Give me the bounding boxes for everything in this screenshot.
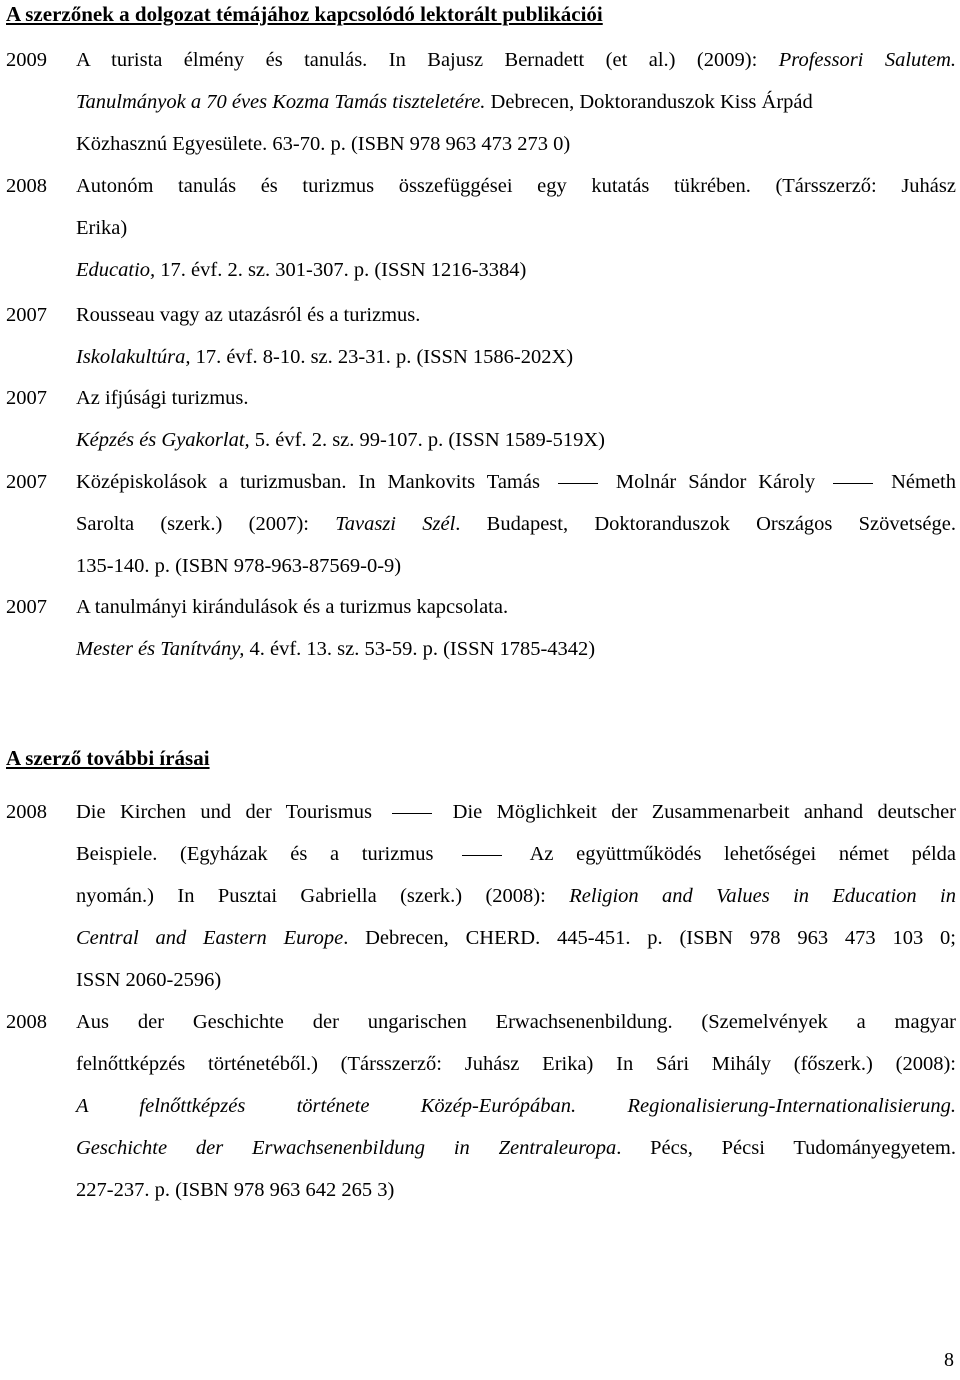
publication-text: A turista élmény és tanulás. In Bajusz Bernadett (et al.) (2009): Professori Salutem. Tanulmányok a 70 éves Kozma Tamás tiszteletére. Debrecen, Doktoranduszok Kiss Árpád Közhasznú Egyesülete. 63-70. p. (ISBN 978 963 473 273 0) bbox=[76, 49, 956, 155]
book-title: Professori Salutem. bbox=[778, 49, 956, 71]
publication-text: Rousseau vagy az utazásról és a turizmus. Iskolakultúra, 17. évf. 8-10. sz. 23-31. p. (ISSN 1586-202X) bbox=[76, 304, 574, 368]
journal-title: Educatio, bbox=[76, 259, 156, 281]
book-subtitle: Tanulmányok a 70 éves Kozma Tamás tiszteletére. bbox=[76, 91, 486, 113]
publication-entry bbox=[6, 165, 956, 291]
page-number: 8 bbox=[944, 1349, 954, 1371]
em-dash bbox=[558, 483, 598, 484]
publication-text: Az ifjúsági turizmus. Képzés és Gyakorlat, 5. évf. 2. sz. 99-107. p. (ISSN 1589-519X) bbox=[76, 387, 605, 451]
book-subtitle: Regionalisierung-Internationalisierung. bbox=[576, 1095, 956, 1117]
publication-text: Aus der Geschichte der ungarischen Erwachsenenbildung. (Szemelvények a magyar felnőttképzés történetéből.) (Társszerző: Juhász Erika) In Sári Mihály (főszerk.) (2008): A felnőttképzés története Közép-Európában. Regionalisierung-Internationalisierung. Geschichte der Erwachsenenbildung in Zentraleuropa. Pécs, Pécsi Tudományegyetem. 227-237. p. (ISBN 978 963 642 265 3) bbox=[76, 1011, 956, 1201]
publication-year: 2008 bbox=[6, 1011, 47, 1033]
journal-title: Iskolakultúra, bbox=[76, 346, 191, 368]
publication-year: 2009 bbox=[6, 49, 47, 71]
book-title: Religion and Values in Education in bbox=[569, 885, 956, 907]
section-heading-reviewed-publications: A szerzőnek a dolgozat témájához kapcsolódó lektorált publikációi bbox=[6, 2, 603, 26]
publication-year: 2007 bbox=[6, 471, 47, 493]
publication-year: 2007 bbox=[6, 304, 47, 326]
publication-year: 2007 bbox=[6, 387, 47, 409]
em-dash bbox=[833, 483, 873, 484]
publication-entry bbox=[6, 377, 956, 461]
publication-entry bbox=[6, 39, 956, 165]
publication-year: 2008 bbox=[6, 801, 47, 823]
publication-text: Autonóm tanulás és turizmus összefüggései egy kutatás tükrében. (Társszerző: Juhász Erika) Educatio, 17. évf. 2. sz. 301-307. p. (ISSN 1216-3384) bbox=[76, 175, 956, 281]
book-title: Tavaszi Szél bbox=[335, 513, 456, 535]
publication-entry bbox=[6, 1001, 956, 1211]
em-dash bbox=[462, 855, 502, 856]
publication-text: Középiskolások a turizmusban. In Mankovits Tamás Molnár Sándor Károly Németh Sarolta (szerk.) (2007): Tavaszi Szél. Budapest, Doktoranduszok Országos Szövetsége. 135-140. p. (ISBN 978-963-87569-0-9) bbox=[76, 471, 957, 577]
journal-title: Képzés és Gyakorlat, bbox=[76, 429, 250, 451]
publication-text: A tanulmányi kirándulások és a turizmus kapcsolata. Mester és Tanítvány, 4. évf. 13. sz. 53-59. p. (ISSN 1785-4342) bbox=[76, 596, 596, 660]
section-heading-further-writings: A szerző további írásai bbox=[6, 746, 210, 770]
publication-year: 2007 bbox=[6, 596, 47, 618]
book-title: Central and Eastern Europe bbox=[76, 927, 344, 949]
book-subtitle: Geschichte der Erwachsenenbildung in Zentraleuropa bbox=[76, 1137, 617, 1159]
publication-entry bbox=[6, 294, 956, 378]
journal-title: Mester és Tanítvány, bbox=[76, 638, 245, 660]
publication-text: Die Kirchen und der Tourismus Die Möglichkeit der Zusammenarbeit anhand deutscher Beispiele. (Egyházak és a turizmus Az együttműködés lehetőségei német példa nyomán.) In Pusztai Gabriella (szerk.) (2008): Religion and Values in Education in Central and Eastern Europe. Debrecen, CHERD. 445-451. p. (ISBN 978 963 473 103 0; ISSN 2060-2596) bbox=[76, 801, 956, 991]
publication-entry bbox=[6, 791, 956, 1001]
publication-year: 2008 bbox=[6, 175, 47, 197]
publication-entry bbox=[6, 586, 956, 670]
book-title: A felnőttképzés története Közép-Európában. bbox=[76, 1095, 577, 1117]
publication-entry bbox=[6, 461, 956, 587]
em-dash bbox=[392, 813, 432, 814]
